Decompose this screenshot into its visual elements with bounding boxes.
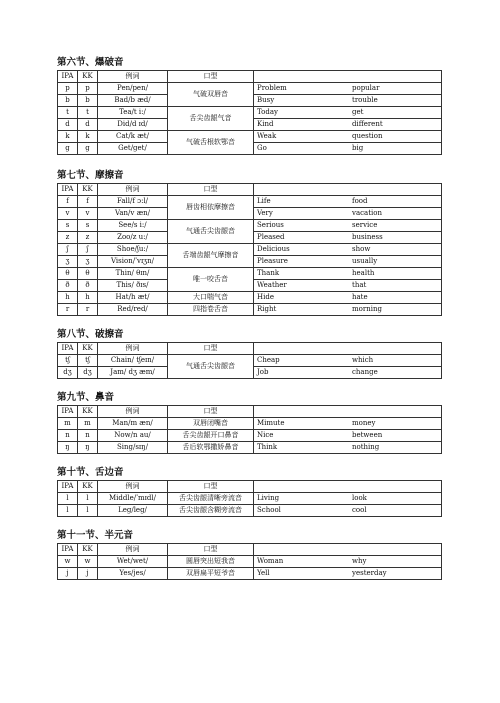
example-word-2: that — [352, 281, 367, 289]
example-words-cell — [254, 268, 442, 280]
ipa-cell: b — [58, 95, 78, 107]
kk-cell: s — [78, 220, 98, 232]
phonetic-table — [57, 405, 442, 454]
example-words-cell — [254, 95, 442, 107]
example-word-2: food — [352, 197, 368, 205]
example-word-cell: Shoe/ʃu:/ — [98, 244, 168, 256]
table-row — [58, 196, 442, 208]
header-cell: 例词 — [98, 71, 168, 83]
ipa-cell: f — [58, 196, 78, 208]
mouth-shape-cell: 舌尖齿龈清晰旁流音 — [168, 493, 254, 505]
example-word-2: morning — [352, 305, 382, 313]
header-cell: KK — [78, 184, 98, 196]
example-word-cell: Get/get/ — [98, 143, 168, 155]
example-words-cell — [254, 430, 442, 442]
example-word-1: Nice — [257, 431, 274, 439]
header-cell: IPA — [58, 184, 78, 196]
section-title: 第九节、鼻音 — [57, 392, 115, 403]
table-row — [58, 83, 442, 95]
table-row — [58, 556, 442, 568]
header-cell: IPA — [58, 71, 78, 83]
kk-cell: r — [78, 304, 98, 316]
table-row — [58, 355, 442, 367]
header-cell: KK — [78, 481, 98, 493]
ipa-cell: k — [58, 131, 78, 143]
example-words-cell — [254, 244, 442, 256]
mouth-shape-cell: 气破双唇音 — [168, 83, 254, 107]
ipa-cell: r — [58, 304, 78, 316]
phonetic-table — [57, 342, 442, 379]
table-row — [58, 493, 442, 505]
example-words-cell — [254, 568, 442, 580]
example-word-cell: Bad/b æd/ — [98, 95, 168, 107]
kk-cell: h — [78, 292, 98, 304]
ipa-cell: v — [58, 208, 78, 220]
example-word-2: change — [352, 368, 378, 376]
ipa-cell: θ — [58, 268, 78, 280]
ipa-cell: ʃ — [58, 244, 78, 256]
kk-cell: tʃ — [78, 355, 98, 367]
section-title: 第十一节、半元音 — [57, 530, 134, 541]
example-word-2: trouble — [352, 96, 378, 104]
header-cell-empty — [254, 406, 442, 418]
header-cell: IPA — [58, 343, 78, 355]
example-word-1: Job — [257, 368, 269, 376]
example-word-cell: Van/v æn/ — [98, 208, 168, 220]
example-word-cell: Zoo/z u:/ — [98, 232, 168, 244]
header-cell: 口型 — [168, 481, 254, 493]
example-words-cell — [254, 280, 442, 292]
example-word-2: service — [352, 221, 378, 229]
kk-cell: n — [78, 430, 98, 442]
table-row — [58, 418, 442, 430]
phonetic-table — [57, 543, 442, 580]
example-word-2: show — [352, 245, 371, 253]
example-word-2: usually — [352, 257, 378, 265]
example-word-1: Hide — [257, 293, 274, 301]
example-words-cell — [254, 220, 442, 232]
example-words-cell — [254, 143, 442, 155]
kk-cell: v — [78, 208, 98, 220]
example-word-2: which — [352, 356, 374, 364]
phonetic-table — [57, 183, 442, 316]
example-word-1: Kind — [257, 120, 274, 128]
kk-cell: ʒ — [78, 256, 98, 268]
example-word-1: Mimute — [257, 419, 285, 427]
mouth-shape-cell: 唯一咬舌音 — [168, 268, 254, 292]
example-word-cell: Fall/f ɔ:l/ — [98, 196, 168, 208]
example-word-cell: Red/red/ — [98, 304, 168, 316]
kk-cell: m — [78, 418, 98, 430]
example-word-1: Serious — [257, 221, 284, 229]
header-cell: IPA — [58, 406, 78, 418]
header-cell: 口型 — [168, 406, 254, 418]
example-word-2: between — [352, 431, 383, 439]
ipa-cell: t — [58, 107, 78, 119]
ipa-cell: l — [58, 493, 78, 505]
table-row — [58, 244, 442, 256]
example-word-2: get — [352, 108, 364, 116]
example-words-cell — [254, 292, 442, 304]
mouth-shape-cell: 双唇扁平短爷音 — [168, 568, 254, 580]
table-row — [58, 568, 442, 580]
kk-cell: g — [78, 143, 98, 155]
section-gap — [57, 454, 442, 466]
kk-cell: d — [78, 119, 98, 131]
example-words-cell — [254, 131, 442, 143]
table-row — [58, 220, 442, 232]
section-gap — [57, 379, 442, 391]
kk-cell: w — [78, 556, 98, 568]
example-word-1: Today — [257, 108, 278, 116]
section-title: 第八节、破擦音 — [57, 329, 124, 340]
header-cell-empty — [254, 544, 442, 556]
example-words-cell — [254, 107, 442, 119]
header-row — [58, 184, 442, 196]
example-word-1: Go — [257, 144, 267, 152]
header-cell: 口型 — [168, 544, 254, 556]
example-word-2: yesterday — [352, 569, 387, 577]
example-word-2: vacation — [352, 209, 382, 217]
example-word-2: health — [352, 269, 375, 277]
example-word-2: hate — [352, 293, 368, 301]
ipa-cell: p — [58, 83, 78, 95]
ipa-cell: n — [58, 430, 78, 442]
example-words-cell — [254, 232, 442, 244]
mouth-shape-cell: 舌尖齿龈开口鼻音 — [168, 430, 254, 442]
header-cell: 例词 — [98, 406, 168, 418]
example-word-1: Woman — [257, 557, 284, 565]
kk-cell: ʃ — [78, 244, 98, 256]
ipa-cell: dʒ — [58, 367, 78, 379]
header-cell-empty — [254, 343, 442, 355]
kk-cell: dʒ — [78, 367, 98, 379]
header-cell: KK — [78, 406, 98, 418]
example-words-cell — [254, 256, 442, 268]
header-cell: KK — [78, 343, 98, 355]
example-word-1: Right — [257, 305, 277, 313]
header-cell: 例词 — [98, 343, 168, 355]
example-word-2: why — [352, 557, 367, 565]
mouth-shape-cell: 双唇闭嘴音 — [168, 418, 254, 430]
example-word-2: business — [352, 233, 383, 241]
section-title: 第十节、舌边音 — [57, 467, 124, 478]
example-word-cell: Thin/ θɪn/ — [98, 268, 168, 280]
kk-cell: k — [78, 131, 98, 143]
example-word-1: Pleased — [257, 233, 285, 241]
header-cell: 例词 — [98, 481, 168, 493]
header-row — [58, 406, 442, 418]
header-row — [58, 481, 442, 493]
mouth-shape-cell: 气通舌尖齿龈音 — [168, 220, 254, 244]
example-word-1: Pleasure — [257, 257, 288, 265]
header-cell-empty — [254, 71, 442, 83]
ipa-cell: h — [58, 292, 78, 304]
kk-cell: j — [78, 568, 98, 580]
ipa-cell: w — [58, 556, 78, 568]
table-row — [58, 304, 442, 316]
example-word-cell: Chain/ tʃeɪn/ — [98, 355, 168, 367]
kk-cell: θ — [78, 268, 98, 280]
example-word-cell: Yes/jes/ — [98, 568, 168, 580]
ipa-cell: tʃ — [58, 355, 78, 367]
kk-cell: ŋ — [78, 442, 98, 454]
mouth-shape-cell: 舌后软鄂撒娇鼻音 — [168, 442, 254, 454]
header-row — [58, 343, 442, 355]
section-gap — [57, 316, 442, 328]
mouth-shape-cell: 大口喘气音 — [168, 292, 254, 304]
ipa-cell: l — [58, 505, 78, 517]
example-words-cell — [254, 556, 442, 568]
example-word-cell: Leg/leg/ — [98, 505, 168, 517]
header-cell: KK — [78, 544, 98, 556]
example-word-cell: Now/n au/ — [98, 430, 168, 442]
header-cell: IPA — [58, 544, 78, 556]
example-word-2: nothing — [352, 443, 380, 451]
header-cell-empty — [254, 481, 442, 493]
ipa-cell: ð — [58, 280, 78, 292]
mouth-shape-cell: 唇齿相依摩擦音 — [168, 196, 254, 220]
kk-cell: b — [78, 95, 98, 107]
mouth-shape-cell: 舌尖齿龈气音 — [168, 107, 254, 131]
example-word-1: Yell — [257, 569, 270, 577]
example-words-cell — [254, 505, 442, 517]
example-words-cell — [254, 208, 442, 220]
phonetic-table — [57, 480, 442, 517]
section-title: 第七节、摩擦音 — [57, 170, 124, 181]
example-word-cell: Cat/k æt/ — [98, 131, 168, 143]
mouth-shape-cell: 舌尖齿龈含糊旁流音 — [168, 505, 254, 517]
header-cell: IPA — [58, 481, 78, 493]
example-words-cell — [254, 493, 442, 505]
ipa-cell: s — [58, 220, 78, 232]
kk-cell: z — [78, 232, 98, 244]
example-word-1: Delicious — [257, 245, 290, 253]
example-word-cell: See/s i:/ — [98, 220, 168, 232]
table-row — [58, 268, 442, 280]
example-word-1: Living — [257, 494, 280, 502]
kk-cell: l — [78, 493, 98, 505]
example-word-1: Thank — [257, 269, 280, 277]
table-row — [58, 131, 442, 143]
example-word-1: Life — [257, 197, 271, 205]
header-cell: 口型 — [168, 343, 254, 355]
example-words-cell — [254, 83, 442, 95]
mouth-shape-cell: 气通舌尖齿龈音 — [168, 355, 254, 379]
example-words-cell — [254, 304, 442, 316]
table-row — [58, 292, 442, 304]
example-word-1: Cheap — [257, 356, 280, 364]
example-word-2: look — [352, 494, 367, 502]
mouth-shape-cell: 舌端齿龈气摩擦音 — [168, 244, 254, 268]
example-word-cell: Jam/ dʒ æm/ — [98, 367, 168, 379]
header-cell: 例词 — [98, 184, 168, 196]
header-cell: 口型 — [168, 71, 254, 83]
example-word-1: Think — [257, 443, 278, 451]
example-word-1: Weak — [257, 132, 277, 140]
table-row — [58, 430, 442, 442]
example-words-cell — [254, 196, 442, 208]
example-word-1: Busy — [257, 96, 275, 104]
example-word-cell: Sing/sɪŋ/ — [98, 442, 168, 454]
example-word-cell: This/ ðɪs/ — [98, 280, 168, 292]
phonetic-table — [57, 70, 442, 155]
example-word-1: Weather — [257, 281, 287, 289]
example-word-cell: Did/d ɪd/ — [98, 119, 168, 131]
header-cell-empty — [254, 184, 442, 196]
example-words-cell — [254, 355, 442, 367]
ipa-cell: m — [58, 418, 78, 430]
table-row — [58, 505, 442, 517]
kk-cell: ð — [78, 280, 98, 292]
kk-cell: t — [78, 107, 98, 119]
phonetics-document — [57, 56, 442, 580]
example-word-1: School — [257, 506, 281, 514]
header-cell: KK — [78, 71, 98, 83]
header-row — [58, 544, 442, 556]
kk-cell: p — [78, 83, 98, 95]
header-cell: 口型 — [168, 184, 254, 196]
example-word-cell: Wet/wet/ — [98, 556, 168, 568]
example-words-cell — [254, 367, 442, 379]
example-word-1: Very — [257, 209, 273, 217]
example-word-cell: Man/m æn/ — [98, 418, 168, 430]
kk-cell: l — [78, 505, 98, 517]
mouth-shape-cell: 气破舌根软鄂音 — [168, 131, 254, 155]
table-row — [58, 107, 442, 119]
ipa-cell: d — [58, 119, 78, 131]
example-word-cell: Vision/ˈvɪʒn/ — [98, 256, 168, 268]
ipa-cell: z — [58, 232, 78, 244]
example-words-cell — [254, 418, 442, 430]
ipa-cell: ŋ — [58, 442, 78, 454]
example-word-2: popular — [352, 84, 380, 92]
example-words-cell — [254, 119, 442, 131]
example-word-cell: Middle/ˈmɪdl/ — [98, 493, 168, 505]
example-word-2: money — [352, 419, 376, 427]
example-word-cell: Pen/pen/ — [98, 83, 168, 95]
example-word-2: different — [352, 120, 383, 128]
ipa-cell: ʒ — [58, 256, 78, 268]
section-title: 第六节、爆破音 — [57, 57, 124, 68]
example-word-1: Problem — [257, 84, 287, 92]
section-gap — [57, 155, 442, 169]
header-row — [58, 71, 442, 83]
example-word-2: big — [352, 144, 364, 152]
example-word-2: cool — [352, 506, 367, 514]
example-words-cell — [254, 442, 442, 454]
header-cell: 例词 — [98, 544, 168, 556]
kk-cell: f — [78, 196, 98, 208]
example-word-cell: Hat/h æt/ — [98, 292, 168, 304]
section-gap — [57, 517, 442, 529]
example-word-cell: Tea/t i:/ — [98, 107, 168, 119]
ipa-cell: g — [58, 143, 78, 155]
example-word-2: question — [352, 132, 383, 140]
ipa-cell: j — [58, 568, 78, 580]
mouth-shape-cell: 圆唇突出短我音 — [168, 556, 254, 568]
mouth-shape-cell: 四指卷舌音 — [168, 304, 254, 316]
table-row — [58, 442, 442, 454]
